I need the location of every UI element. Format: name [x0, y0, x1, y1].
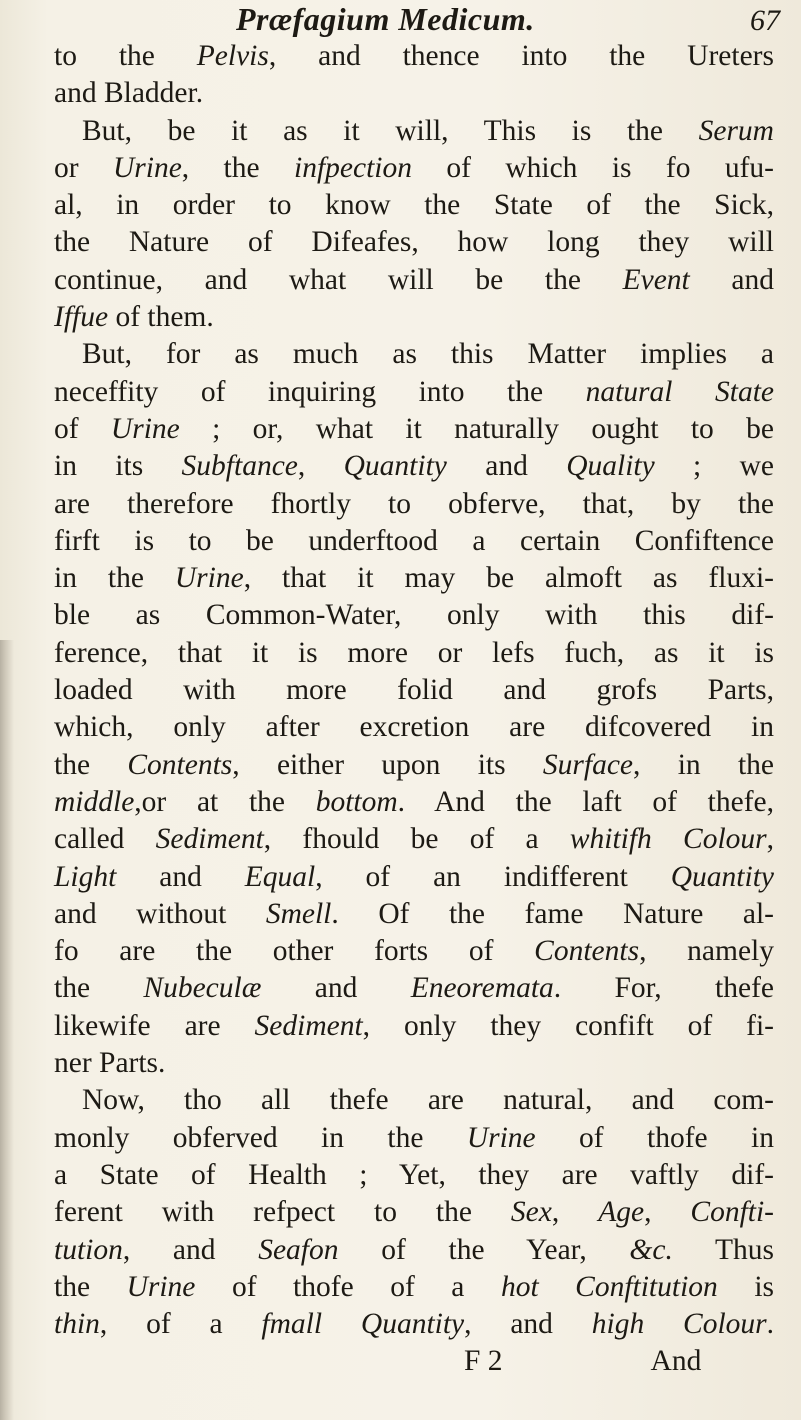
page-number: 67 — [750, 4, 780, 37]
term-pelvis: Pelvis — [196, 40, 269, 72]
text-line: loaded with more folid and grofs Parts, — [54, 674, 774, 707]
term-iffue: Iffue — [54, 301, 109, 334]
text-line: tution, and Seafon of the Year, &c. Thus — [54, 1233, 774, 1266]
text-line: are therefore fhortly to obferve, that, by the — [54, 487, 774, 520]
text-line: monly obferved in the Urine of thofe in — [54, 1121, 774, 1154]
text-line: But, for as much as this Matter implies a — [82, 338, 774, 371]
text-line: middle,or at the bottom. And the laft of thefe, — [54, 785, 774, 818]
catchword: And — [650, 1345, 702, 1378]
term-contents: Contents — [127, 748, 233, 781]
term-whitifh-colour: whitifh Colour — [569, 823, 767, 856]
term-natural-state: natural State — [585, 375, 774, 408]
text-line: of Urine ; or, what it naturally ought to be — [54, 412, 774, 445]
text-line: continue, and what will be the Event and — [54, 263, 774, 296]
text-line: neceffity of inquiring into the natural State — [54, 375, 774, 408]
text-line: to the Pelvis, and thence into the Ureters — [54, 40, 774, 72]
term-sediment: Sediment — [254, 1009, 363, 1042]
text-line: Iffue of them. — [54, 301, 214, 334]
term-infpection: infpection — [294, 151, 412, 184]
term-light: Light — [54, 860, 117, 893]
body-text — [54, 38, 774, 1381]
text-line: and Bladder. — [54, 77, 204, 110]
text-line: ference, that it is more or lefs fuch, as it is — [54, 636, 774, 669]
text-line: the Nature of Difeafes, how long they will — [54, 226, 774, 259]
text-line: called Sediment, fhould be of a whitifh Colour, — [54, 823, 774, 856]
term-urine: Urine — [126, 1270, 196, 1303]
text-line: which, only after excretion are difcovered in — [54, 711, 774, 744]
term-etc: &c. — [629, 1233, 673, 1266]
term-age: Age — [598, 1196, 645, 1229]
term-equal: Equal — [244, 860, 316, 893]
term-sediment: Sediment — [155, 823, 264, 856]
term-thin: thin — [54, 1308, 100, 1341]
term-subftance: Subftance — [181, 450, 298, 483]
term-urine: Urine — [466, 1121, 536, 1154]
term-quantity: Quantity — [343, 450, 447, 483]
text-line: or Urine, the infpection of which is fo ufu- — [54, 151, 774, 184]
page-footer — [54, 1343, 774, 1380]
text-line: the Nubeculæ and Eneoremata. For, thefe — [54, 972, 774, 1005]
term-confti: Confti- — [690, 1196, 775, 1229]
term-urine: Urine — [112, 151, 182, 184]
term-quantity: Quantity — [670, 860, 774, 893]
text-line: the Urine of thofe of a hot Conftitution is — [54, 1270, 774, 1303]
term-urine: Urine — [110, 412, 180, 445]
term-sex: Sex — [510, 1196, 552, 1229]
text-line: and without Smell. Of the fame Nature al- — [54, 897, 774, 930]
term-serum: Serum — [698, 114, 774, 147]
term-tution: tution — [54, 1233, 123, 1266]
term-seafon: Seafon — [258, 1233, 339, 1266]
text-line: ferent with refpect to the Sex, Age, Confti- — [54, 1196, 775, 1229]
term-high-colour: high Colour — [591, 1308, 767, 1341]
text-line: fo are the other forts of Contents, namely — [54, 935, 774, 968]
term-urine: Urine — [174, 562, 244, 595]
text-line: Light and Equal, of an indifferent Quantity — [54, 860, 774, 893]
term-quality: Quality — [566, 450, 655, 483]
term-eneoremata: Eneoremata — [410, 972, 554, 1005]
text-line: Now, tho all thefe are natural, and com- — [82, 1084, 774, 1117]
text-line: ner Parts. — [54, 1047, 166, 1080]
term-contents: Contents — [534, 935, 640, 968]
term-bottom: bottom — [315, 785, 398, 818]
running-title: Præfagium Medicum. — [236, 1, 535, 37]
text-line: a State of Health ; Yet, they are vaftly dif- — [54, 1158, 774, 1191]
term-surface: Surface — [542, 748, 634, 781]
text-line: likewife are Sediment, only they confift of fi- — [54, 1009, 774, 1042]
running-head — [0, 2, 801, 36]
text-line: in its Subftance, Quantity and Quality ; we — [54, 450, 774, 483]
term-middle: middle — [54, 785, 135, 818]
term-nubeculae: Nubeculæ — [143, 972, 262, 1005]
term-fmall-quantity: fmall Quantity — [261, 1308, 465, 1341]
term-event: Event — [622, 263, 690, 296]
term-smell: Smell — [265, 897, 332, 930]
text-line: in the Urine, that it may be almoft as fluxi- — [54, 562, 774, 595]
term-hot-conftitution: hot Conftitution — [500, 1270, 718, 1303]
text-line: al, in order to know the State of the Sick, — [54, 189, 774, 222]
text-line: thin, of a fmall Quantity, and high Colour. — [54, 1308, 774, 1341]
text-line: ble as Common-Water, only with this dif- — [54, 599, 774, 632]
text-line: But, be it as it will, This is the Serum — [82, 114, 774, 147]
signature-mark: F 2 — [464, 1345, 503, 1378]
text-line: firft is to be underftood a certain Confiftence — [54, 524, 774, 557]
page-gutter-shadow — [0, 640, 14, 1420]
text-line: the Contents, either upon its Surface, in the — [54, 748, 774, 781]
